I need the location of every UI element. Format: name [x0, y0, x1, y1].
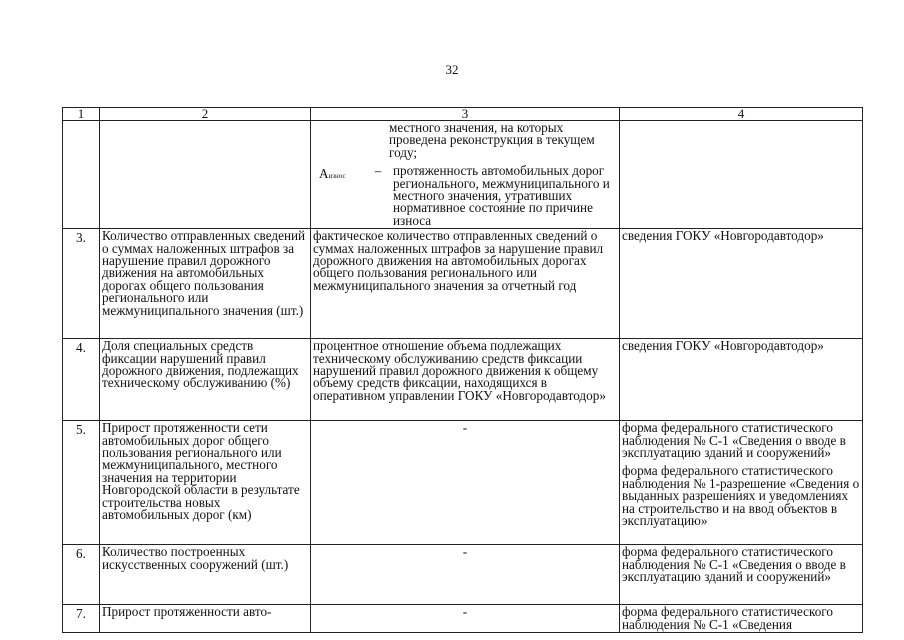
indicators-table	[62, 107, 863, 633]
table-row	[63, 229, 863, 339]
row-number: 4.	[63, 339, 100, 421]
table-header-row	[63, 108, 863, 121]
cell-empty	[620, 121, 863, 229]
data-source	[620, 421, 863, 545]
source-text: сведения ГОКУ «Новгородавтодор»	[622, 338, 824, 354]
header-col-2: 2	[100, 108, 311, 121]
header-col-3: 3	[311, 108, 620, 121]
indicator-name: Количество построенных искусственных сооружений (шт.)	[100, 545, 311, 605]
row-number: 3.	[63, 229, 100, 339]
data-source	[620, 545, 863, 605]
cell-empty	[63, 121, 100, 229]
definition-dash: –	[374, 163, 382, 179]
table-row	[63, 421, 863, 545]
formula-continuation	[311, 121, 620, 229]
header-col-1: 1	[63, 108, 100, 121]
header-col-4: 4	[620, 108, 863, 121]
table-row	[63, 605, 863, 633]
symbol-subscript: износ	[328, 172, 346, 181]
source-text: форма федерального статистического наблюдения № С-1 «Сведения о вводе в эксплуатацию зданий и сооружений»	[622, 420, 846, 461]
symbol-main: A	[319, 166, 329, 182]
calculation-method: -	[311, 605, 620, 633]
page-number: 32	[445, 62, 459, 77]
table-row	[63, 339, 863, 421]
data-source	[620, 229, 863, 339]
source-text: форма федерального статистического наблюдения № С-1 «Сведения о вводе в эксплуатацию зданий и сооружений»	[622, 544, 846, 585]
formula-symbol	[313, 165, 363, 227]
continuation-row	[63, 121, 863, 229]
indicator-name: Прирост протяженности авто-	[100, 605, 311, 633]
indicator-name: Количество отправленных сведений о суммах наложенных штрафов за нарушение правил дорожного движения на автомобильных дорогах общего пользования регионального или межмуниципального значения (шт.)	[100, 229, 311, 339]
calculation-method: -	[311, 421, 620, 545]
calculation-method: фактическое количество отправленных сведений о суммах наложенных штрафов за нарушение правил дорожного движения на автомобильных дорогах общего пользования регионального или межмуниципального значения за отчетный год	[311, 229, 620, 339]
calculation-method: -	[311, 545, 620, 605]
calculation-method: процентное отношение объема подлежащих техническому обслуживанию средств фиксации нарушений правил дорожного движения к общему объему средств фиксации, находящихся в оперативном управлении ГОКУ «Новгородавтодор»	[311, 339, 620, 421]
source-text: форма федерального статистического наблюдения № 1-разрешение «Сведения о выданных разрешениях и уведомлениях на строительство и на ввод объектов в эксплуатацию»	[622, 463, 860, 529]
row-number: 5.	[63, 421, 100, 545]
table-row	[63, 545, 863, 605]
indicator-name: Прирост протяженности сети автомобильных дорог общего пользования регионального или межмуниципального, местного значения на территории Новгородской области в результате строительства новых автомобильных дорог (км)	[100, 421, 311, 545]
row-number: 7.	[63, 605, 100, 633]
data-source	[620, 605, 863, 633]
definition-text: протяженность автомобильных дорог регионального, межмуниципального и местного значения, утративших нормативное состояние по причине износа	[393, 163, 610, 228]
continuation-text: местного значения, на которых проведена реконструкция в текущем году;	[389, 120, 595, 160]
data-source	[620, 339, 863, 421]
row-number: 6.	[63, 545, 100, 605]
indicator-name: Доля специальных средств фиксации нарушений правил дорожного движения, подлежащих техническому обслуживанию (%)	[100, 339, 311, 421]
definition-row	[313, 165, 617, 227]
source-text: форма федерального статистического наблюдения № С-1 «Сведения	[622, 604, 833, 632]
source-text: сведения ГОКУ «Новгородавтодор»	[622, 228, 824, 244]
cell-empty	[100, 121, 311, 229]
